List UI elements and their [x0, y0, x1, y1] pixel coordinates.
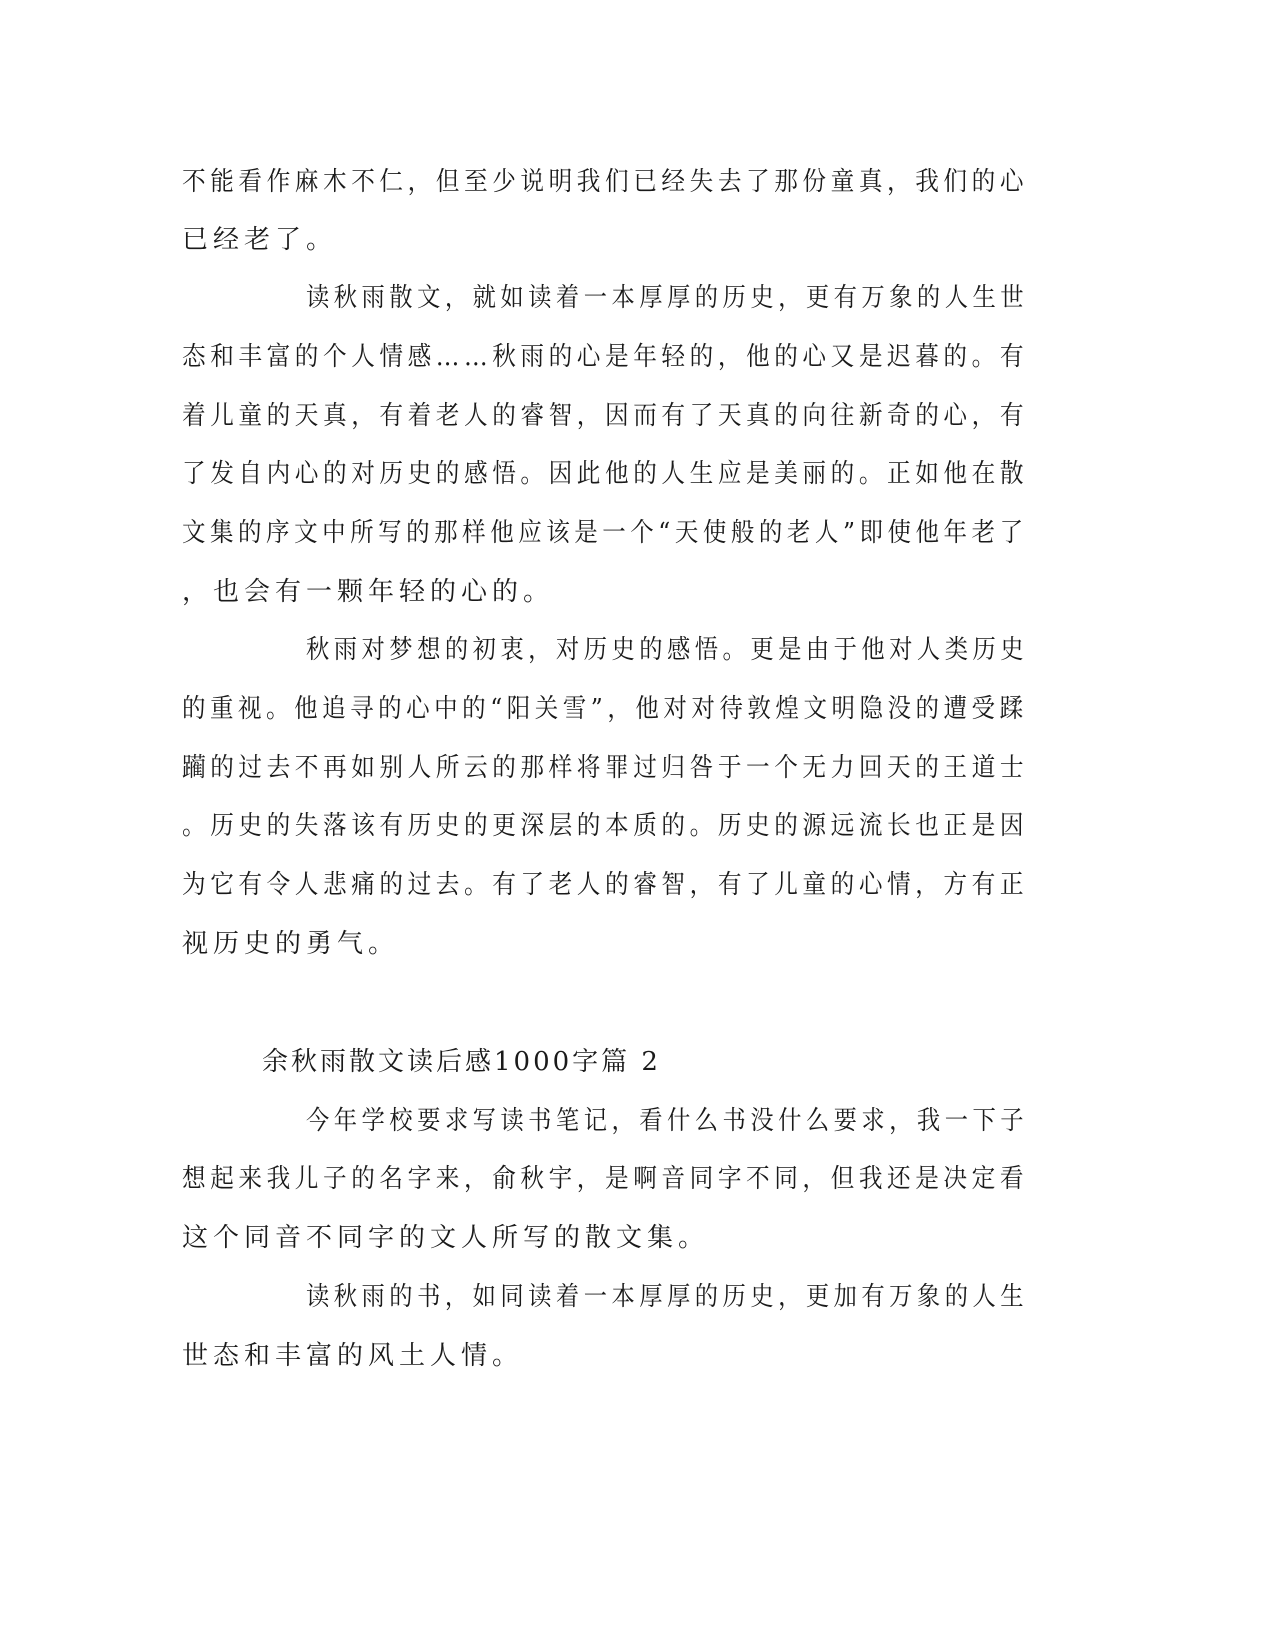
text-line: 不能看作麻木不仁，但至少说明我们已经失去了那份童真，我们的心	[182, 167, 1029, 197]
text-line: 今年学校要求写读书笔记，看什么书没什么要求，我一下子	[306, 1106, 1029, 1136]
section-heading: 余秋雨散文读后感1000字篇 2	[262, 1047, 661, 1077]
text-line: 这个同音不同字的文人所写的散文集。	[182, 1223, 710, 1253]
text-line: 已经老了。	[182, 225, 338, 255]
text-line: 秋雨对梦想的初衷，对历史的感悟。更是由于他对人类历史	[306, 635, 1029, 665]
text-line: 的重视。他追寻的心中的“阳关雪”，他对对待敦煌文明隐没的遭受蹂	[182, 694, 1028, 724]
text-line: 躏的过去不再如别人所云的那样将罪过归咎于一个无力回天的王道士	[182, 753, 1029, 783]
text-line: 想起来我儿子的名字来，俞秋宇，是啊音同字不同，但我还是决定看	[182, 1164, 1029, 1194]
text-line: 世态和丰富的风土人情。	[182, 1341, 524, 1371]
text-line: 读秋雨散文，就如读着一本厚厚的历史，更有万象的人生世	[306, 283, 1029, 313]
text-line: 。历史的失落该有历史的更深层的本质的。历史的源远流长也正是因	[182, 811, 1029, 841]
text-line: 态和丰富的个人情感……秋雨的心是年轻的，他的心又是迟暮的。有	[182, 342, 1029, 372]
text-line: 文集的序文中所写的那样他应该是一个“天使般的老人”即使他年老了	[182, 518, 1028, 548]
text-line: 了发自内心的对历史的感悟。因此他的人生应是美丽的。正如他在散	[182, 459, 1029, 489]
text-line: ，也会有一颗年轻的心的。	[182, 577, 555, 607]
text-line: 为它有令人悲痛的过去。有了老人的睿智，有了儿童的心情，方有正	[182, 870, 1029, 900]
text-line: 读秋雨的书，如同读着一本厚厚的历史，更加有万象的人生	[306, 1282, 1029, 1312]
text-line: 着儿童的天真，有着老人的睿智，因而有了天真的向往新奇的心，有	[182, 401, 1029, 431]
text-line: 视历史的勇气。	[182, 929, 400, 959]
